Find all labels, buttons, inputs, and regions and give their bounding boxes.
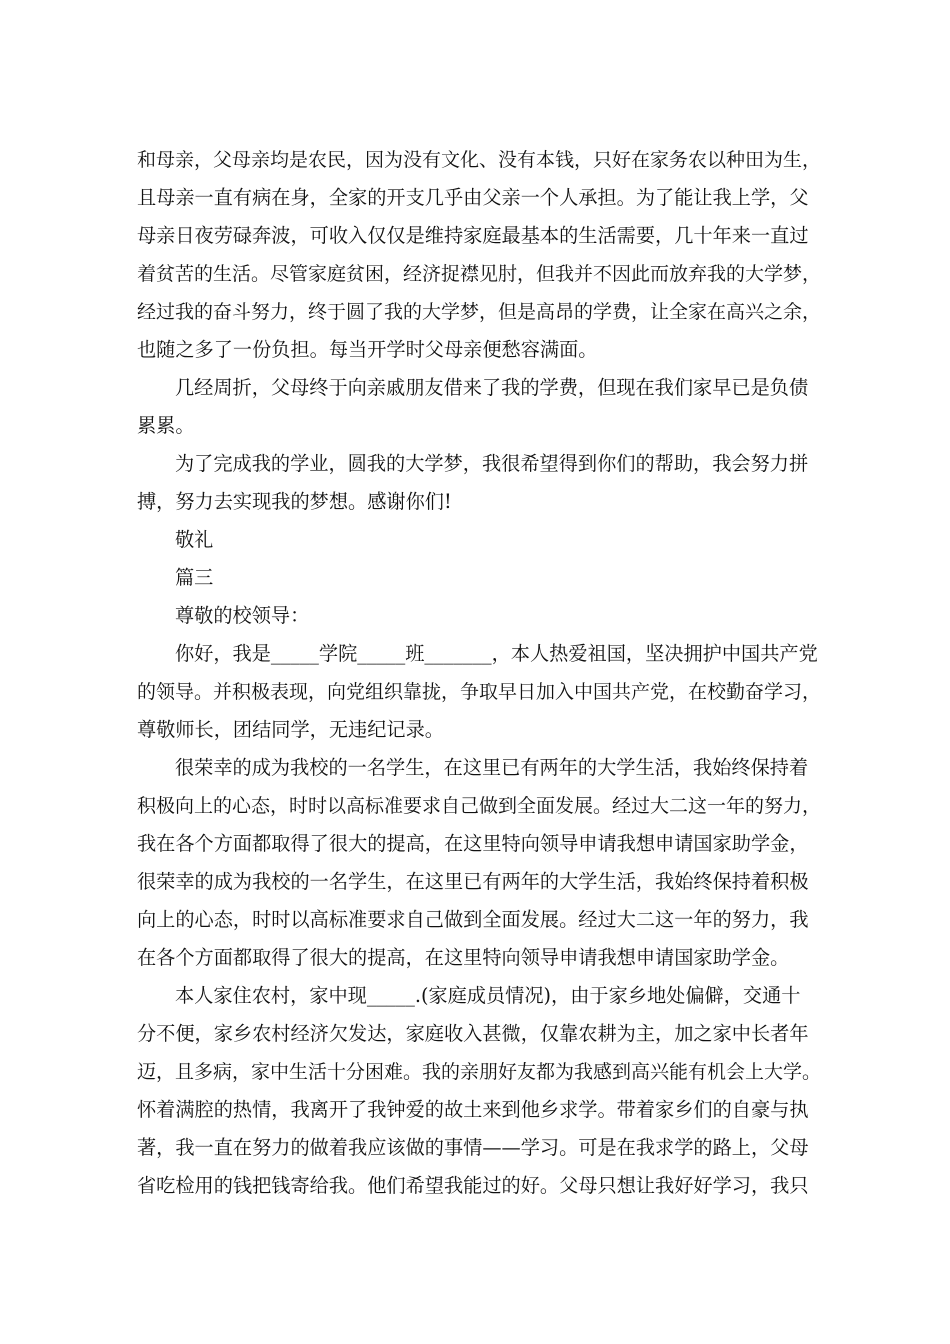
text-line: 经过我的奋斗努力，终于圆了我的大学梦，但是高昂的学费，让全家在高兴之余， bbox=[137, 301, 822, 323]
document-body bbox=[137, 141, 827, 1205]
text-line: 的领导。并积极表现，向党组织靠拢，争取早日加入中国共产党，在校勤奋学习， bbox=[137, 681, 822, 703]
text-line: 敬礼 bbox=[175, 528, 214, 551]
text-line: 本人家住农村，家中现_____.(家庭成员情况)，由于家乡地处偏僻，交通十 bbox=[175, 984, 801, 1007]
text-line: 尊敬的校领导： bbox=[175, 604, 310, 627]
text-line: 几经周折，父母终于向亲戚朋友借来了我的学费，但现在我们家早已是负债 bbox=[175, 376, 809, 399]
text-line: 迈，且多病，家中生活十分困难。我的亲朋好友都为我感到高兴能有机会上大学。 bbox=[137, 1061, 822, 1083]
text-line: 你好，我是_____学院_____班_______，本人热爱祖国，坚决拥护中国共产党 bbox=[175, 642, 818, 665]
text-line: 著，我一直在努力的做着我应该做的事情——学习。可是在我求学的路上，父母 bbox=[137, 1136, 809, 1159]
text-line: 很荣幸的成为我校的一名学生，在这里已有两年的大学生活，我始终保持着积极 bbox=[137, 870, 809, 893]
text-line: 在各个方面都取得了很大的提高，在这里特向领导申请我想申请国家助学金。 bbox=[137, 946, 790, 969]
text-line: 尊敬师长，团结同学，无违纪记录。 bbox=[137, 718, 444, 741]
text-line: 篇三 bbox=[175, 566, 214, 589]
text-line: 母亲日夜劳碌奔波，可收入仅仅是维持家庭最基本的生活需要，几十年来一直过 bbox=[137, 224, 809, 247]
text-line: 向上的心态，时时以高标准要求自己做到全面发展。经过大二这一年的努力，我 bbox=[137, 908, 809, 931]
text-line: 省吃检用的钱把钱寄给我。他们希望我能过的好。父母只想让我好好学习，我只 bbox=[137, 1174, 809, 1197]
text-line: 且母亲一直有病在身，全家的开支几乎由父亲一个人承担。为了能让我上学，父 bbox=[137, 186, 809, 209]
text-line: 很荣幸的成为我校的一名学生，在这里已有两年的大学生活，我始终保持着 bbox=[175, 756, 809, 779]
text-line: 为了完成我的学业，圆我的大学梦，我很希望得到你们的帮助，我会努力拼 bbox=[175, 452, 809, 475]
text-line: 搏，努力去实现我的梦想。感谢你们! bbox=[137, 490, 452, 513]
text-line: 着贫苦的生活。尽管家庭贫困，经济捉襟见肘，但我并不因此而放弃我的大学梦， bbox=[137, 263, 822, 285]
text-line: 分不便，家乡农村经济欠发达，家庭收入甚微，仅靠农耕为主，加之家中长者年 bbox=[137, 1022, 809, 1045]
text-line: 我在各个方面都取得了很大的提高，在这里特向领导申请我想申请国家助学金， bbox=[137, 832, 809, 855]
text-line: 和母亲，父母亲均是农民，因为没有文化、没有本钱，只好在家务农以种田为生， bbox=[137, 149, 822, 171]
text-line: 也随之多了一份负担。每当开学时父母亲便愁容满面。 bbox=[137, 338, 598, 361]
text-line: 怀着满腔的热情，我离开了我钟爱的故土来到他乡求学。带着家乡们的自豪与执 bbox=[137, 1098, 809, 1121]
text-line: 积极向上的心态，时时以高标准要求自己做到全面发展。经过大二这一年的努力， bbox=[137, 795, 822, 817]
text-line: 累累。 bbox=[137, 414, 195, 437]
